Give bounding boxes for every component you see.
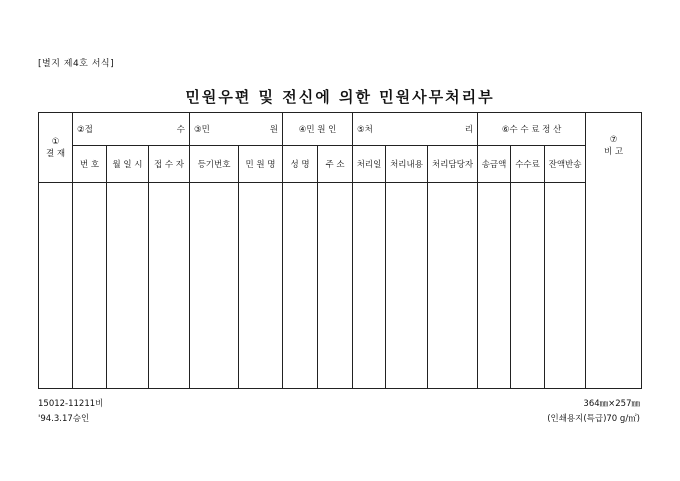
body-cell-processing-content[interactable]: [386, 183, 428, 389]
body-cell-processing-officer[interactable]: [428, 183, 478, 389]
body-cell-registration-number[interactable]: [190, 183, 239, 389]
sub-header-processing-content: 처리내용: [386, 146, 428, 183]
sub-header-registration-number: 등기번호: [190, 146, 239, 183]
reception-label-a: 접: [84, 125, 93, 135]
approval-number: ①: [51, 136, 60, 147]
body-cell-number[interactable]: [73, 183, 107, 389]
form-number-label: [별지 제4호 서식]: [38, 59, 115, 69]
body-cell-datetime[interactable]: [107, 183, 149, 389]
sub-header-receiver: 접 수 자: [149, 146, 190, 183]
body-cell-complaint-name[interactable]: [239, 183, 283, 389]
reception-label-b: 수: [176, 125, 186, 135]
sub-header-datetime: 월 일 시: [107, 146, 149, 183]
body-cell-remittance[interactable]: [478, 183, 511, 389]
processing-label-b: 리: [464, 125, 474, 135]
applicant-header: [283, 113, 353, 146]
form-code: 15012-11211비: [38, 399, 104, 409]
complaint-number: ③: [194, 125, 202, 135]
reception-header: [73, 113, 190, 146]
approval-label: 결 재: [45, 148, 66, 159]
complaint-label-b: 원: [269, 125, 279, 135]
remarks-label: 비 고: [604, 147, 624, 157]
body-cell-address[interactable]: [318, 183, 353, 389]
paper-spec: (인쇄용지(특급)70 g/㎡): [547, 414, 640, 424]
sub-header-complaint-name: 민 원 명: [239, 146, 283, 183]
body-cell-receiver[interactable]: [149, 183, 190, 389]
sub-header-name: 성 명: [283, 146, 318, 183]
body-cell-processing-date[interactable]: [353, 183, 386, 389]
processing-header: [353, 113, 478, 146]
remarks-column: [586, 113, 642, 389]
complaint-header: [190, 113, 283, 146]
fee-label: 수 수 료 정 산: [509, 125, 562, 135]
paper-size: 364㎜×257㎜: [583, 399, 640, 409]
remarks-number: ⑦: [609, 135, 618, 145]
sub-header-number: 번 호: [73, 146, 107, 183]
sub-header-fee: 수수료: [511, 146, 545, 183]
fee-settlement-header: [478, 113, 586, 146]
table-body-row: [39, 183, 642, 389]
sub-header-balance-return: 잔액반송: [545, 146, 586, 183]
body-cell-name[interactable]: [283, 183, 318, 389]
processing-number: ⑤: [357, 125, 365, 135]
sub-header-address: 주 소: [318, 146, 353, 183]
body-cell-approval[interactable]: [39, 183, 73, 389]
body-cell-balance-return[interactable]: [545, 183, 586, 389]
form-title: 민원우편 및 전신에 의한 민원사무처리부: [185, 88, 495, 106]
approval-date: '94.3.17승인: [38, 414, 90, 424]
sub-header-processing-officer: 처리담당자: [428, 146, 478, 183]
complaint-label-a: 민: [201, 125, 210, 135]
approval-header: [39, 113, 73, 183]
sub-header-processing-date: 처리일: [353, 146, 386, 183]
applicant-label: 민 원 인: [306, 125, 337, 135]
fee-number: ⑥: [501, 125, 510, 135]
registry-table: [38, 112, 642, 389]
sub-header-remittance: 송금액: [478, 146, 511, 183]
body-cell-fee[interactable]: [511, 183, 545, 389]
applicant-number: ④: [298, 125, 307, 135]
reception-number: ②: [77, 125, 85, 135]
processing-label-a: 처: [364, 125, 373, 135]
